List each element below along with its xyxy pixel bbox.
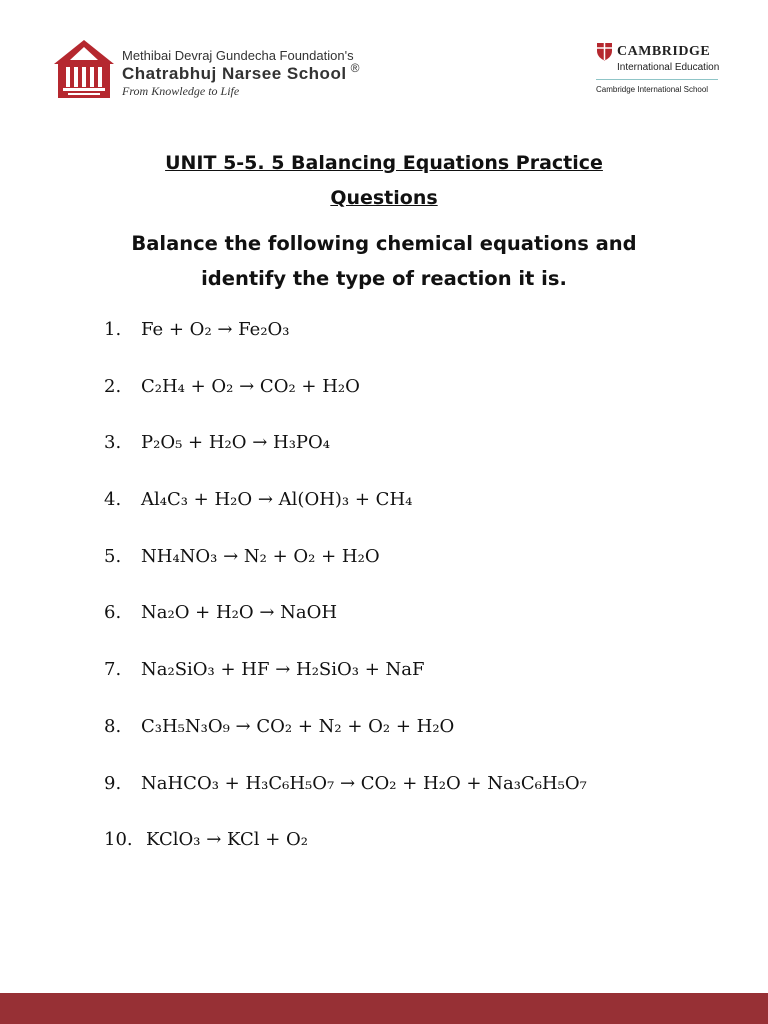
question-item xyxy=(104,593,724,650)
school-branding xyxy=(122,48,462,98)
foundation-name: Methibai Devraj Gundecha Foundation's xyxy=(122,48,354,63)
instructions-line-1: Balance the following chemical equations and xyxy=(131,232,637,255)
question-equation: NH₄NO₃ → N₂ + O₂ + H₂O xyxy=(141,545,380,567)
school-temple-logo-icon xyxy=(52,38,116,100)
question-equation: Na₂SiO₃ + HF → H₂SiO₃ + NaF xyxy=(141,659,425,681)
question-item xyxy=(104,764,724,821)
question-item xyxy=(104,650,724,707)
school-name xyxy=(122,61,462,84)
question-number: 4. xyxy=(104,489,122,511)
instructions xyxy=(0,226,768,296)
question-item xyxy=(104,480,724,537)
page-header xyxy=(0,0,768,110)
cambridge-wordmark xyxy=(596,42,726,61)
cambridge-branding xyxy=(596,42,726,94)
title-line-1: UNIT 5-5. 5 Balancing Equations Practice xyxy=(165,152,603,174)
question-equation: P₂O₅ + H₂O → H₃PO₄ xyxy=(141,432,331,454)
question-equation: Al₄C₃ + H₂O → Al(OH)₃ + CH₄ xyxy=(141,489,413,511)
cambridge-divider xyxy=(596,79,718,80)
question-equation: Na₂O + H₂O → NaOH xyxy=(141,602,338,624)
question-item xyxy=(104,537,724,594)
question-equation: KClO₃ → KCl + O₂ xyxy=(146,829,308,851)
question-number: 2. xyxy=(104,375,122,397)
question-item xyxy=(104,423,724,480)
question-number: 6. xyxy=(104,602,122,624)
question-item xyxy=(104,367,724,424)
school-name-text: Chatrabhuj Narsee School xyxy=(122,64,347,83)
question-number: 5. xyxy=(104,545,122,567)
question-number: 9. xyxy=(104,772,122,794)
question-equation: Fe + O₂ → Fe₂O₃ xyxy=(141,319,290,340)
question-list xyxy=(104,310,724,877)
question-equation: C₃H₅N₃O₉ → CO₂ + N₂ + O₂ + H₂O xyxy=(141,715,455,737)
question-item xyxy=(104,707,724,764)
page-title xyxy=(0,146,768,216)
question-equation: NaHCO₃ + H₃C₆H₅O₇ → CO₂ + H₂O + Na₃C₆H₅O₇ xyxy=(141,772,587,794)
cambridge-name: CAMBRIDGE xyxy=(617,43,711,59)
cambridge-school-label: Cambridge International School xyxy=(596,85,709,94)
question-number: 3. xyxy=(104,432,122,454)
question-number: 1. xyxy=(104,319,122,340)
question-item xyxy=(104,310,724,367)
question-equation: C₂H₄ + O₂ → CO₂ + H₂O xyxy=(141,375,360,397)
cambridge-shield-icon xyxy=(596,42,613,61)
question-number: 7. xyxy=(104,659,122,681)
footer-bar xyxy=(0,993,768,1024)
question-number: 8. xyxy=(104,715,122,737)
instructions-line-2: identify the type of reaction it is. xyxy=(201,267,567,290)
question-number: 10. xyxy=(104,829,133,851)
school-tagline: From Knowledge to Life xyxy=(122,84,240,98)
cambridge-subtitle: International Education xyxy=(617,62,720,73)
question-item xyxy=(104,820,724,877)
title-line-2: Questions xyxy=(330,187,438,209)
registered-mark: ® xyxy=(350,61,360,75)
